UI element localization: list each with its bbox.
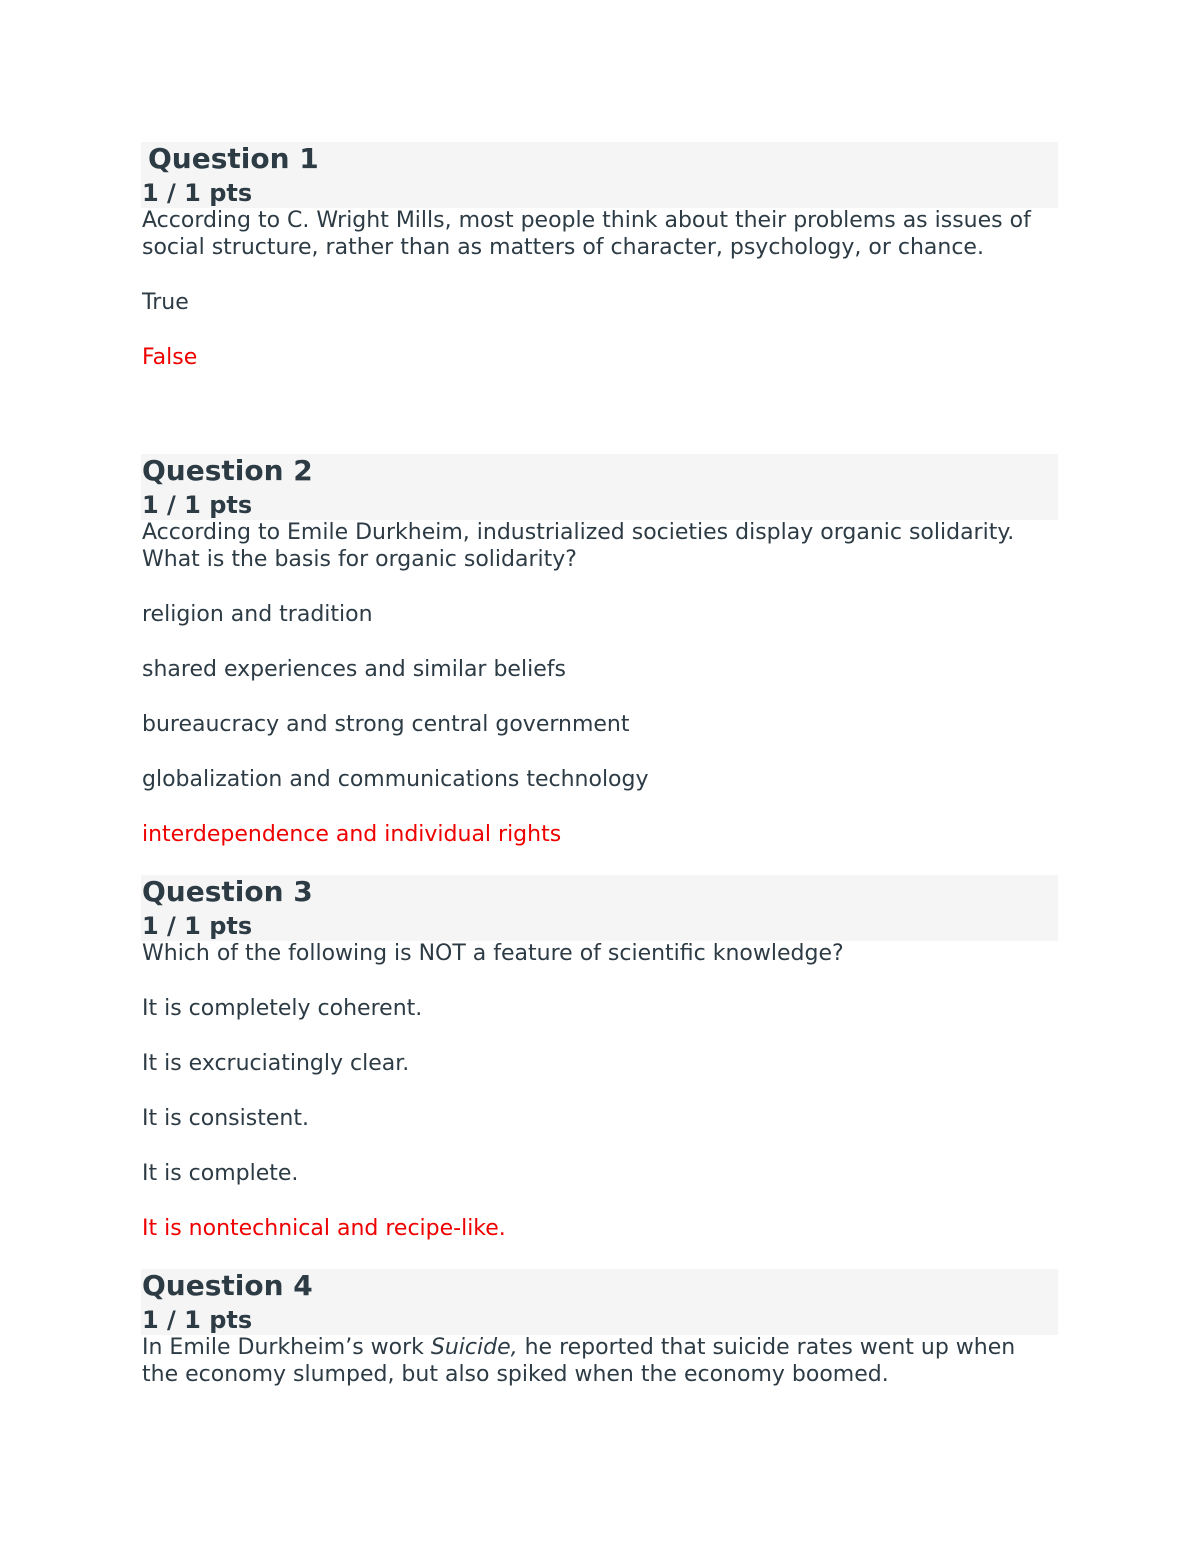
question-text-end: he reported that suicide rates went up when the economy slumped, but also spiked when the economy boomed. (142, 1335, 1016, 1387)
question-text: According to Emile Durkheim, industrialized societies display organic solidarity. What is the basis for organic solidarity? (142, 520, 1015, 572)
answer-option: It is consistent. (142, 1106, 309, 1131)
question-title: Question 4 (142, 1269, 313, 1302)
question-text: Which of the following is NOT a feature of scientific knowledge? (142, 941, 844, 966)
answer-option: True (142, 290, 189, 315)
question-points: 1 / 1 pts (142, 491, 253, 519)
question-header (141, 454, 1058, 520)
correct-answer: interdependence and individual rights (142, 822, 562, 847)
question-header (141, 1269, 1058, 1335)
correct-answer: It is nontechnical and recipe-like. (142, 1216, 506, 1241)
question-title: Question 1 (148, 142, 319, 175)
answer-option: religion and tradition (142, 602, 373, 627)
question-4 (141, 1269, 1058, 1388)
answer-option: It is excruciatingly clear. (142, 1051, 410, 1076)
question-title: Question 2 (142, 454, 313, 487)
book-title: Suicide, (430, 1335, 518, 1360)
answer-option: bureaucracy and strong central government (142, 712, 630, 737)
question-3 (141, 875, 1058, 1242)
question-text (141, 1334, 1058, 1388)
question-points: 1 / 1 pts (142, 179, 253, 207)
question-header (141, 142, 1058, 208)
question-points: 1 / 1 pts (142, 912, 253, 940)
question-2 (141, 454, 1058, 848)
question-title: Question 3 (142, 875, 313, 908)
answer-option: globalization and communications technology (142, 767, 649, 792)
question-text: According to C. Wright Mills, most people think about their problems as issues of social structure, rather than as matters of character, psychology, or chance. (142, 208, 1031, 260)
question-text-start: In Emile Durkheim’s work (142, 1335, 431, 1360)
question-points: 1 / 1 pts (142, 1306, 253, 1334)
answer-option: shared experiences and similar beliefs (142, 657, 566, 682)
question-header (141, 875, 1058, 941)
answer-option: It is complete. (142, 1161, 299, 1186)
question-1 (141, 142, 1058, 371)
answer-option: It is completely coherent. (142, 996, 423, 1021)
correct-answer: False (142, 345, 198, 370)
